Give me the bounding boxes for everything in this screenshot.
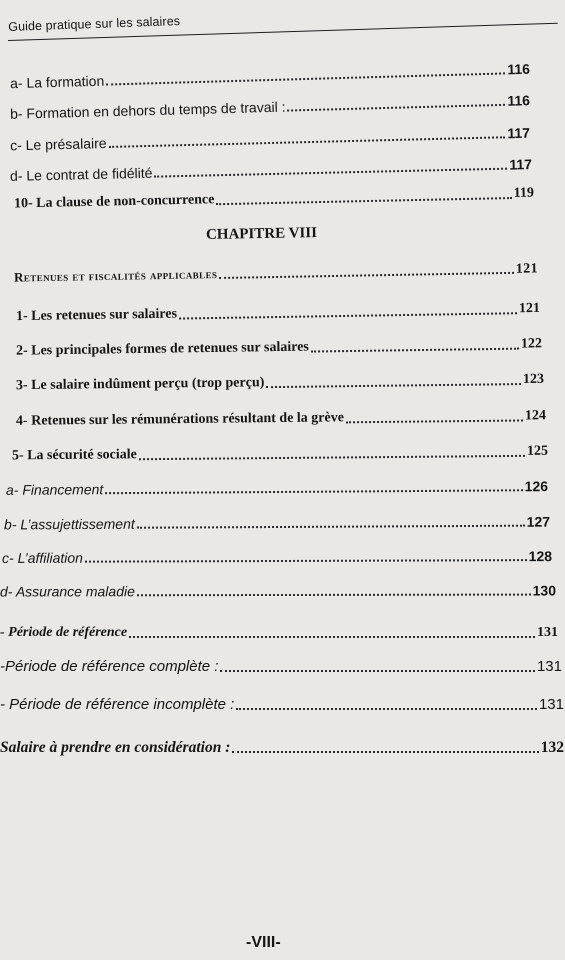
leader-dots xyxy=(179,312,517,319)
toc-entry-label: c- Le présalaire xyxy=(9,134,107,154)
toc-entry-label: Salaire à prendre en considération : xyxy=(0,739,231,756)
toc-entry-label: c- L’affiliation xyxy=(1,549,83,566)
leader-dots xyxy=(219,272,513,279)
toc-entry xyxy=(0,622,558,644)
leader-dots xyxy=(105,489,522,494)
page-number: -VIII- xyxy=(246,934,281,951)
toc-entry-page: 130 xyxy=(532,582,557,599)
leader-dots xyxy=(137,525,525,529)
toc-entry xyxy=(16,333,542,362)
leader-dots xyxy=(220,670,535,672)
toc-entry-label: 2- Les principales formes de retenues sur salaires xyxy=(15,339,309,359)
toc-entry xyxy=(14,257,538,288)
toc-entry-page: 119 xyxy=(513,185,535,201)
toc-entry-page: 122 xyxy=(520,336,543,352)
toc-entry-page: 127 xyxy=(526,513,551,530)
toc-entry-page: 131 xyxy=(538,696,564,713)
toc-entry-label: 1- Les retenues sur salaires xyxy=(15,306,178,325)
leader-dots xyxy=(137,594,531,597)
chapter-heading: CHAPITRE VIII xyxy=(205,225,318,243)
toc-entry-page: 117 xyxy=(507,124,531,142)
toc-entry xyxy=(6,475,548,501)
toc-entry xyxy=(0,737,564,759)
leader-dots xyxy=(139,455,525,460)
toc-entry-label: 3- Le salaire indûment perçu (trop perçu) xyxy=(15,375,265,394)
toc-entry-page: 116 xyxy=(507,92,531,109)
toc-entry xyxy=(16,298,540,328)
toc-entry-label: - Période de référence xyxy=(0,625,128,640)
toc-entry-page: 126 xyxy=(524,478,549,495)
toc-entry-label: 10- La clause de non-concurrence xyxy=(13,192,215,212)
leader-dots xyxy=(266,383,521,388)
toc-entry-page: 121 xyxy=(518,300,541,317)
toc-entry xyxy=(0,694,564,716)
toc-entry xyxy=(0,656,562,678)
toc-entry-page: 131 xyxy=(537,625,558,640)
toc-entry-page: 116 xyxy=(507,60,531,78)
leader-dots xyxy=(236,708,537,710)
toc-entry-page: 131 xyxy=(536,658,562,675)
toc-entry xyxy=(2,545,552,569)
toc-entry xyxy=(10,153,532,187)
toc-entry-page: 124 xyxy=(524,408,547,424)
leader-dots xyxy=(216,197,511,205)
toc-entry xyxy=(16,369,544,397)
leader-dots xyxy=(106,72,505,85)
toc-entry-label: d- Le contrat de fidélité xyxy=(9,164,153,184)
toc-entry xyxy=(4,511,550,536)
toc-entry xyxy=(12,441,548,468)
running-head: Guide pratique sur les salaires xyxy=(8,13,181,34)
toc-entry xyxy=(0,580,556,603)
toc-entry-page: 132 xyxy=(540,739,564,756)
toc-entry-label: b- L’assujettissement xyxy=(3,515,135,533)
toc-entry-label: 5- La sécurité sociale xyxy=(11,447,137,464)
toc-entry-label: a- La formation xyxy=(9,72,105,92)
leader-dots xyxy=(346,419,523,423)
leader-dots xyxy=(109,136,506,148)
leader-dots xyxy=(232,751,538,753)
toc-entry-label: - Période de référence incomplète : xyxy=(0,696,235,713)
toc-entry-label: Retenues et fiscalités applicables xyxy=(13,266,218,285)
leader-dots xyxy=(85,559,527,563)
toc-entry-page: 123 xyxy=(522,371,545,388)
toc-entry-label: -Période de référence complète : xyxy=(0,658,219,675)
toc-entry xyxy=(10,89,530,125)
toc-entry xyxy=(16,405,546,433)
toc-entry-page: 117 xyxy=(509,156,533,173)
toc-entry-label: 4- Retenues sur les rémunérations résultant de la grève xyxy=(15,410,344,429)
toc-entry xyxy=(14,183,534,216)
toc-entry-label: a- Financement xyxy=(5,481,104,498)
leader-dots xyxy=(155,168,508,178)
toc-entry-page: 121 xyxy=(515,261,539,277)
toc-entry-page: 128 xyxy=(528,548,553,565)
toc-entry-page: 125 xyxy=(526,443,549,459)
toc-entry-label: b- Formation en dehors du temps de travail : xyxy=(9,98,286,122)
toc-entry xyxy=(10,122,530,157)
toc-entry-label: d- Assurance maladie xyxy=(0,583,135,600)
leader-dots xyxy=(129,636,535,638)
leader-dots xyxy=(311,348,519,353)
toc-entry xyxy=(10,58,530,95)
leader-dots xyxy=(288,104,506,112)
